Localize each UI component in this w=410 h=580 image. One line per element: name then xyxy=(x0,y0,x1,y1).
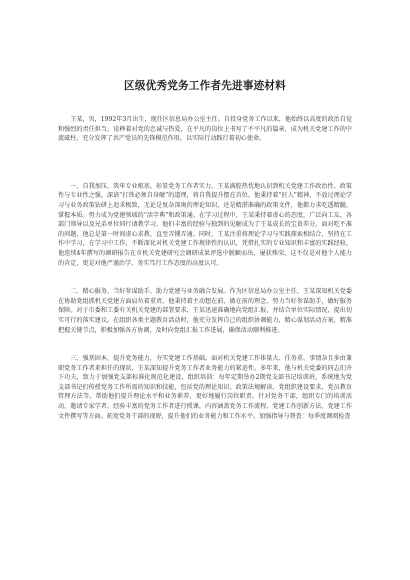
section-three-paragraph: 三、强基固本，提升党务能力，夯实党建工作基础。面对机关党建工作体量大、任务重、事情杂且多由兼职党务工作者来担任的现状，王某深知提升党务工作者业务能力的紧迫性。多年来，他与机关党委的同志们齐下功夫，致力于加强党支部标准化规范化建设，组织培训：每年定期举办2期党支部书记培训班，系统地为党支部书记们传授党务工作所需的知识和技能，包括党的理论知识、政策法规解读、党组织建设要求、党员教育管理方法等，帮助他们提升理论水平和业务素养，更好地履行岗位职责。针对党务干部，组织专门的培训活动，邀请专家学者、经验丰富的党务工作者进行授课，内容涵盖党务工作流程、党建工作创新方法、党建工作文件撰写等方面。拓宽党务干部的视野，提升他们的业务能力和工作水平。加强指导与督查：每季度调阅检查 xyxy=(58,355,352,420)
section-two-paragraph: 二、精心服务，当好参谋助手，助力党建与业务融合发展。作为区信息局办公室主任，王某深知机关党委在协助党组抓机关党建方面肩负着重责。他秉持着主动想在前、做在前的理念，努力当好参谋助手，做好服务保障。对于市委和工委有关机关党建的部署要求，王某迅速准确地向党组汇报，并结合单位实际情况，提出切实可行的落实建议。在组织各类主题教育活动时，他充分发挥自己的组织协调能力，精心谋划活动方案，精准把握关键节点，积极加强各方协调，及时向党组汇报工作进展，确保活动顺利推进。 xyxy=(58,288,352,334)
intro-paragraph: 王某，男，1992年3月出生，现任区信息局办公室主任。自投身党务工作以来，他始终以高度的政治自觉和强烈的责任担当，诠释着对党的忠诚与热爱，在平凡的岗位上书写了不平凡的篇章，成为机关党建工作的中流砥柱，充分发挥了共产党员的先锋模范作用，以实际行动践行着初心使命。 xyxy=(58,116,352,143)
document-title: 区级优秀党务工作者先进事迹材料 xyxy=(124,80,286,92)
section-one-paragraph: 一、自我加压，筑牢专业根基，彰显党务工作者实力。王某满腔热忱地认识到机关党建工作政治性、政策性与专业性之强，深谙“打铁必须自身硬”的道理，将自我提升摆在首位。他秉持着“匠人”精神，不放过理论学习与业务政策钻研上追求极致，无论是复杂深奥的理论知识，还是精湛准确的政策文件，他都力求吃透精髓、掌握本质。努力成为党建领域的“活字典”和政策通。在学习过程中，王某秉持着虚心的态度，广泛向工友、各部门领导以及兄弟单位同行请教学习，他们丰富的经验与独到的见解成为了王某成长的宝贵养分。面对吃不准的问题，他总是第一时间虚心求教，直至弄懂弄通。同时，王某注重将理论学习与实践探索相结合，坚持在工作中学习，在学习中工作，不断深化对机关党建工作规律性的认识，凭借扎实的专业知识和丰富的实践经验，他连续4年撰写的调研报告在市机关党建研究会调研成果评选中脱颖而出，屡获殊荣，这不仅是对他个人能力的肯定，更是对他严谨治学、务实笃行工作态度的高度认可。 xyxy=(58,182,352,267)
